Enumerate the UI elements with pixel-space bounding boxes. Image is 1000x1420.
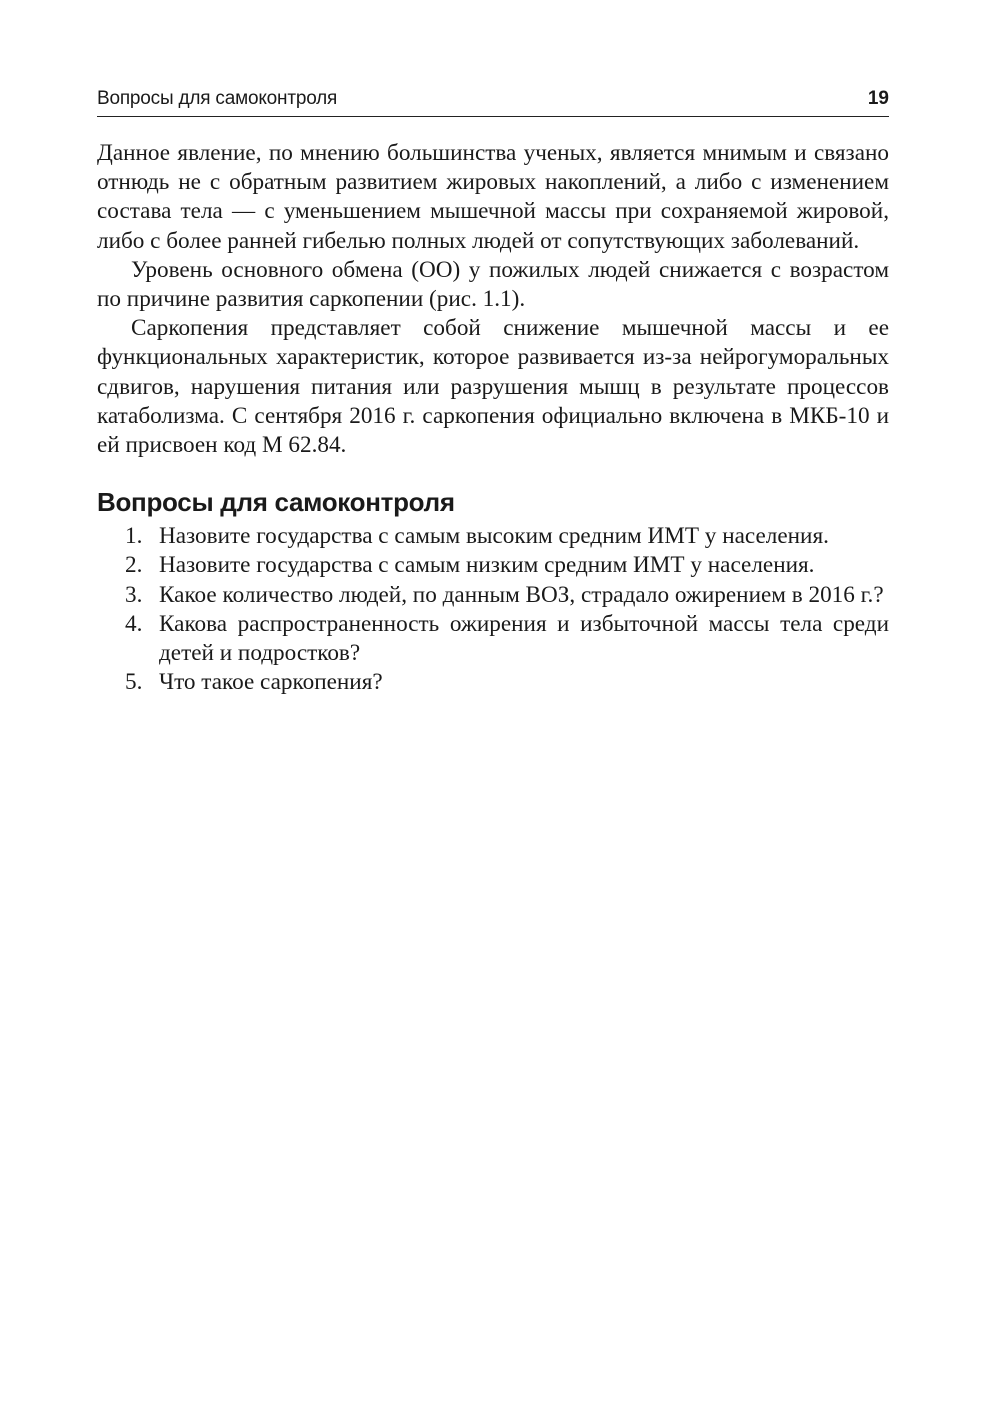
paragraph-3: Саркопения представляет собой снижение мышечной массы и ее функциональных характеристик, которое развивается из-за нейрогуморальных сдвигов, нарушения питания или разрушения мышц в результате процессов катаболизма. С сентября 2016 г. саркопения официально включена в МКБ-10 и ей присвоен код М 62.84. bbox=[97, 315, 889, 459]
question-number: 2. bbox=[125, 552, 143, 579]
questions-list bbox=[97, 522, 889, 697]
question-item bbox=[97, 610, 889, 668]
question-text: Назовите государства с самым высоким средним ИМТ у населения. bbox=[159, 523, 829, 550]
question-text: Назовите государства с самым низким средним ИМТ у населения. bbox=[159, 552, 815, 579]
section-heading: Вопросы для самоконтроля bbox=[97, 487, 455, 518]
book-page bbox=[97, 86, 889, 697]
question-item bbox=[97, 668, 889, 697]
question-number: 3. bbox=[125, 581, 143, 608]
page-number: 19 bbox=[867, 88, 889, 109]
running-title: Вопросы для самоконтроля bbox=[97, 88, 338, 109]
question-number: 1. bbox=[125, 523, 143, 550]
question-text: Какова распространенность ожирения и избыточной массы тела среди детей и подростков? bbox=[159, 610, 889, 667]
question-item bbox=[97, 551, 889, 580]
question-text: Что такое саркопения? bbox=[159, 669, 383, 696]
question-number: 4. bbox=[125, 610, 143, 637]
question-item bbox=[97, 581, 889, 610]
running-header bbox=[97, 86, 889, 117]
body-text bbox=[97, 139, 889, 460]
paragraph-1: Данное явление, по мнению большинства ученых, является мнимым и связано отнюдь не с обратным развитием жировых накоплений, а либо с изменением состава тела — с уменьшением мышечной массы при сохраняемой жировой, либо с более ранней гибелью полных людей от сопутствующих заболеваний. bbox=[97, 140, 889, 254]
paragraph-2: Уровень основного обмена (ОО) у пожилых людей снижается с возрастом по причине развития саркопении (рис. 1.1). bbox=[97, 256, 889, 313]
question-number: 5. bbox=[125, 669, 143, 696]
question-item bbox=[97, 522, 889, 551]
question-text: Какое количество людей, по данным ВОЗ, страдало ожирением в 2016 г.? bbox=[159, 581, 884, 608]
